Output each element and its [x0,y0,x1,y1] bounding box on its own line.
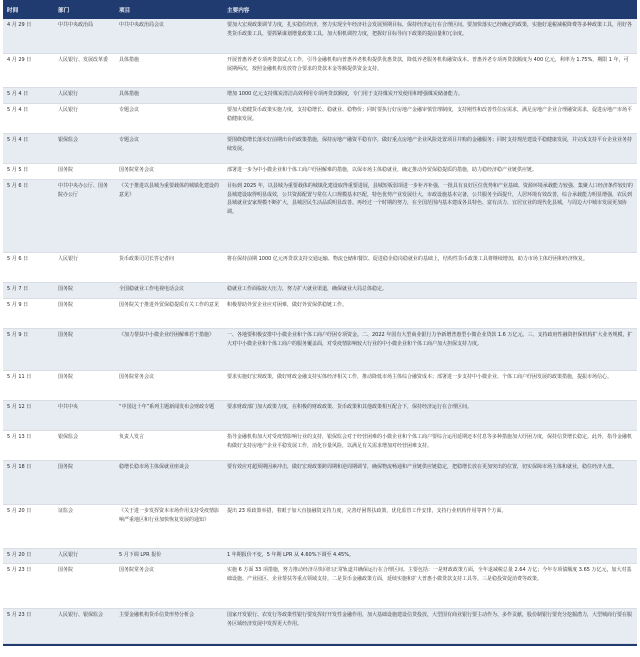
cell-date: 5 月 13 日 [7,434,32,440]
cell-item: 具体措施 [119,91,140,97]
cell-item: 5 月下调 LPR 报价 [119,552,162,558]
header-item: 项目 [119,7,131,14]
cell-dept: 国务院 [58,332,74,338]
table-row [3,401,637,431]
cell-content: 指导金融机构加大对受疫情影响行业的支持，银保监会对于经营困难的小微企业和个体工商户要综合运用延期还本付息等多种措施加大纾困力度，保持信贷增长稳定。此外，指导金融机构做好支持房地产企业平稳发展工作，消化存量风险，以满足有关需求增加对经营困难支持。 [227,434,633,449]
table-row [3,104,637,134]
cell-content: 提出 23 项政策举措，着眼于加大直接融资支持力度，完善纾困帮扶政策，优化监管工作安排，支持行业机构作用等四个方面。 [227,508,507,514]
cell-item: 《关于推进以县城为重要载体的城镇化建设的意见》 [119,183,220,198]
cell-item: 货币政策司司长答记者问 [119,256,175,262]
cell-item: 国务院常务会议 [119,374,155,380]
cell-dept: 国务院 [58,302,74,308]
cell-item: 专题会议 [119,137,140,143]
cell-date: 4 月 29 日 [7,57,32,63]
cell-content: 要围绕稳增长落实好前期出台的政策措施，保持房地产融资平稳有序，做好重点房地产企业风险处置项目并购的金融服务；同时支持规范建设平稳健康发展，并完成支持平台企业业务持续发展。 [227,137,633,152]
table-row [3,283,637,299]
cell-dept: 国务院 [58,464,74,470]
table-row [3,329,637,371]
cell-date: 5 月 23 日 [7,567,32,573]
cell-dept: 中共中央办公厅、国务院办公厅 [58,183,109,198]
cell-date: 5 月 9 日 [7,302,29,308]
cell-dept: 国务院 [58,374,74,380]
cell-item: 中共中央政治局会议 [119,22,165,28]
header-content: 主要内容 [227,7,250,14]
table-row [3,299,637,329]
cell-date: 5 月 7 日 [7,286,29,292]
cell-dept: 人民银行、银保监会 [58,612,104,618]
cell-content: 积极帮助外贸企业应对困难，做好外贸保供稳链工作。 [227,302,348,308]
cell-date: 5 月 18 日 [7,464,32,470]
cell-item: 国务院常务会议 [119,167,155,173]
cell-content: 要求实施好宏观政策，做好财政金融支持实体经济相关工作，推动降低市场主体综合融资成本；部署进一步支持中小微企业、个体工商户纾困发展的政策措施，提振市场信心。 [227,374,613,380]
cell-dept: 银保监会 [58,137,79,143]
cell-content: 稳就业工作面临较大压力，努力扩大就业渠道，确保就业大局总体稳定。 [227,286,388,292]
cell-date: 5 月 6 日 [7,183,29,189]
cell-dept: 中共中央 [58,404,79,410]
cell-item: 具体措施 [119,57,140,63]
cell-date: 5 月 5 日 [7,167,29,173]
cell-content: 1 年期报价不变，5 年期 LPR 从 4.60%下调至 4.45%。 [227,552,354,558]
cell-dept: 证监会 [58,508,74,514]
cell-dept: 人民银行 [58,91,79,97]
table-row [3,164,637,180]
cell-date: 5 月 12 日 [7,404,32,410]
cell-date: 5 月 9 日 [7,332,29,338]
cell-item: 国务院常务会议 [119,567,155,573]
cell-item: 国务院关于推进外贸保稳提质有关工作的意见 [119,302,220,308]
cell-dept: 国务院 [58,567,74,573]
cell-date: 5 月 4 日 [7,137,29,143]
cell-content: 要加大稳健货币政策实施力度，支持稳增长、稳就业、稳物价；同时要执行好房地产金融审慎管理制度，支持刚性和改善性住房需求，满足房地产企业合理融资需求，促进房地产市场平稳健康发展。 [227,107,633,122]
cell-date: 5 月 6 日 [7,256,29,262]
table-row [3,371,637,401]
table-row [3,461,637,505]
cell-item: 专题会议 [119,107,140,113]
table-row [3,609,637,644]
cell-item: 《关于进一步发挥资本市场作用支持受疫情影响严重地区和行业加快恢复发展的通知》 [119,508,220,523]
cell-date: 5 月 20 日 [7,508,32,514]
cell-item: 主要金融机构货币信贷形势分析会 [119,612,195,618]
policy-table [3,0,637,644]
cell-content: 实施 6 方面 33 项措施，努力推动经济尽快回归正常轨道并确保运行在合理区间。主要包括：一是财政政策方面，全年退减税总量 2.64 万亿；今年专项债额度 3.65 万亿元，加大对基础设施、产业园区、企业帮扶等重点领域支持。二是货币金融政策方面，延续实施和扩大普惠小微贷款支持工具等。三是稳投资促消费等政策。 [227,567,632,582]
cell-content: 目标到 2025 年，以县城为重要载体的城镇化建设取得重要进展，县城短板弱项进一步补齐补强，一批具有良好区位优势和产业基础、资源环境承载能力较强、集聚人口经济条件较好的县城建设取得明显成效，公共资源配置与常住人口规模基本匹配，特色优势产业发展壮大，市政设施基本完备，公共服务全面提升，人居环境有效改善，综合承载能力明显增强，农民到县城就业安家规模不断扩大，县城居民生活品质明显改善。再经过一个时期的努力，在全国范围内基本建成各具特色、富有活力、宜居宜业的现代化县城，与周边大中城市发展更加协调。 [227,183,633,215]
cell-content: 开展普惠养老专项再贷款试点工作，引导金融机构向普惠养老机构提供优惠贷款，降低养老服务机构融资成本。普惠养老专项再贷款额度为 400 亿元，利率为 1.75%，期限 1 年，可展期两次，按照金融机构发放符合要求的贷款本金等额提供资金支持。 [227,57,629,72]
cell-content: 增加 1000 亿元支持煤炭清洁高效利用专项再贷款额度，专门用于支持煤炭开发使用和增强煤炭储备能力。 [227,91,463,97]
cell-content: 一、各地要积极安排中小微企业和个体工商户纾困专项资金。二、2022 年国有大型商业银行力争新增普惠型小微企业贷款 1.6 万亿元。三、支持政府性融资担保机构扩大业务规模，扩大对中小微企业和个体工商户的服务覆盖面，对受疫情影响较大行业的中小微企业和个体工商户加大担保支持力度。 [227,332,633,347]
cell-date: 4 月 29 日 [7,22,32,28]
cell-date: 5 月 23 日 [7,612,32,618]
cell-content: 要加大宏观政策调节力度，扎实稳住经济，努力实现全年经济社会发展预期目标，保持经济运行在合理区间。要加快落实已经确定的政策，实施好退税减税降费等多种政策工具，用好各类货币政策工具，要抓紧谋划增量政策工具，加大相机调控力度，把握好目标导向下政策的提前量和冗余度。 [227,22,633,37]
header-dept: 部门 [58,7,70,14]
table-row [3,564,637,609]
cell-content: 要求财政部门加大政策力度，在积极的财政政策、货币政策和其他政策相互配合下，保持经济运行在合理区间。 [227,404,473,410]
table-bottom-rule [3,644,637,646]
cell-dept: 银保监会 [58,434,79,440]
cell-item: 稳增长稳市场主体保就业座谈会 [119,464,190,470]
cell-dept: 国务院 [58,286,74,292]
cell-dept: 人民银行 [58,552,79,558]
cell-item: 负责人发言 [119,434,145,440]
table-row [3,505,637,549]
cell-dept: 人民银行 [58,256,79,262]
cell-content: 将在保持前期 1000 亿元再贷款支持交通运输、物流仓储和餐饮、促进稳企稳岗稳就业的基础上，结构性货币政策工具将继续增加，助力市场主体纾困和经济恢复。 [227,256,588,262]
cell-dept: 国务院 [58,167,74,173]
table-row [3,54,637,88]
cell-content: 国家开发银行、农发行等政策性银行要发挥好开发性金融作用，加大基础设施建设信贷投放，大型国有商业银行要主动作为、多作贡献，股份制银行要充分挖掘潜力，大型城商行要在服务区域经济发展中发挥更大作用。 [227,612,633,627]
table-header [3,0,637,19]
table-row [3,549,637,564]
table-row [3,134,637,164]
cell-item: “中国这十年”系列主题新闻发布会财政专题 [119,404,215,410]
table-row [3,19,637,54]
cell-item: 《加力帮扶中小微企业纾困解难若干措施》 [119,332,215,338]
cell-item: 全国稳就业工作电视电话会议 [119,286,185,292]
cell-content: 部署进一步为中小微企业和个体工商户纾困解难的措施，以保市场主体稳就业，确定推动外贸保稳提质的措施，助力稳经济稳产业链供应链。 [227,167,538,173]
cell-content: 要有效应对超预期因素冲击，做好宏观政策跨周期和逆周期调节，确保物流畅通和产业链供应链稳定，把稳增长放在更加突出的位置，切实保障市场主体和就业，稳住经济大盘。 [227,464,618,470]
table-row [3,88,637,104]
cell-dept: 人民银行 [58,107,79,113]
cell-date: 5 月 4 日 [7,107,29,113]
table-row [3,253,637,283]
table-row [3,180,637,253]
cell-date: 5 月 4 日 [7,91,29,97]
table-row [3,431,637,461]
cell-date: 5 月 11 日 [7,374,32,380]
cell-dept: 中共中央政治局 [58,22,94,28]
header-date: 时间 [7,7,19,14]
cell-date: 5 月 20 日 [7,552,32,558]
cell-dept: 人民银行、发展改革委 [58,57,109,63]
